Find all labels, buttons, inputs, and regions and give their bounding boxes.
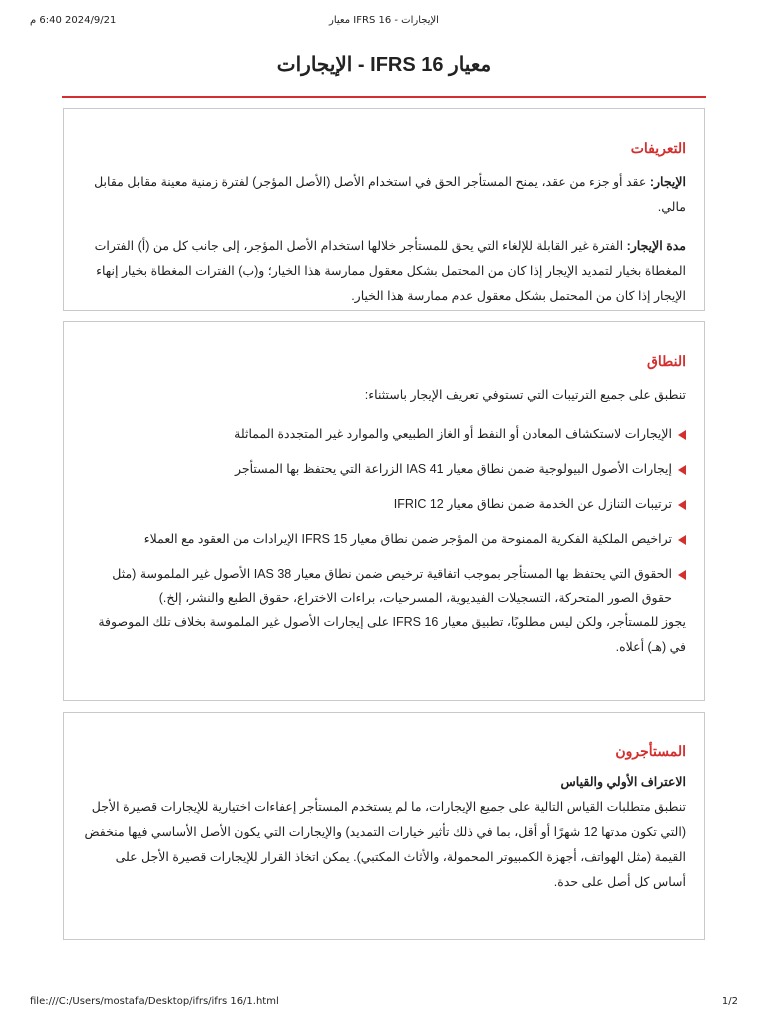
- page-title: معيار IFRS 16 - الإيجارات: [276, 54, 492, 76]
- definitions-card: [63, 108, 705, 311]
- scope-exclusions-list: [82, 422, 686, 610]
- list-item: [82, 457, 686, 481]
- lessees-card: [63, 712, 705, 940]
- list-item: [82, 492, 686, 516]
- print-datetime: 2024/9/21 6:40 م: [30, 15, 117, 26]
- scope-card: [63, 321, 705, 701]
- scope-heading: النطاق: [647, 353, 686, 369]
- print-file-url: file:///C:/Users/mostafa/Desktop/ifrs/ifrs 16/1.html: [30, 996, 279, 1007]
- triangle-bullet-icon: [678, 500, 686, 510]
- scope-note: يجوز للمستأجر، ولكن ليس مطلوبًا، تطبيق معيار IFRS 16 على إيجارات الأصول غير الملموسة بخلاف تلك الموصوفة في (هـ) أعلاه.: [98, 615, 686, 654]
- list-item: [82, 562, 686, 610]
- triangle-bullet-icon: [678, 430, 686, 440]
- title-divider: [62, 96, 706, 98]
- print-header: [30, 15, 738, 29]
- print-page-number: 1/2: [721, 996, 738, 1007]
- lease-term: الإيجار:: [649, 175, 686, 189]
- lessees-heading: المستأجرون: [615, 743, 686, 759]
- lease-period-definition-text: الفترة غير القابلة للإلغاء التي يحق للمستأجر خلالها استخدام الأصل المؤجر، إلى جانب كل من (أ) الفترات المغطاة بخيار لتمديد الإيجار إذا كان من المحتمل بشكل معقول ممارسة هذا الخيار؛ و(ب) الفترات المغطاة بخيار إنهاء الإيجار إذا كان من المحتمل بشكل معقول عدم ممارسة هذا الخيار.: [94, 239, 686, 303]
- list-item: [82, 422, 686, 446]
- recognition-subheading: الاعتراف الأولي والقياس: [560, 775, 686, 789]
- triangle-bullet-icon: [678, 535, 686, 545]
- triangle-bullet-icon: [678, 465, 686, 475]
- lease-period-definition: [82, 234, 686, 309]
- exclusion-text: إيجارات الأصول البيولوجية ضمن نطاق معيار IAS 41 الزراعة التي يحتفظ بها المستأجر: [234, 462, 672, 476]
- triangle-bullet-icon: [678, 570, 686, 580]
- definitions-heading: التعريفات: [630, 140, 686, 156]
- print-document-title: الإيجارات - IFRS 16 معيار: [329, 15, 439, 26]
- lease-definition-text: عقد أو جزء من عقد، يمنح المستأجر الحق في استخدام الأصل (الأصل المؤجر) لفترة زمنية معينة مقابل مقابل مالي.: [94, 175, 686, 214]
- lessees-text: تنطبق متطلبات القياس التالية على جميع الإيجارات، ما لم يستخدم المستأجر إعفاءات اختيارية للإيجارات قصيرة الأجل (التي تكون مدتها 12 شهرًا أو أقل، بما في ذلك تأثير خيارات التمديد) والإيجارات التي يكون الأصل الأساسي فيها منخفض القيمة (مثل الهواتف، أجهزة الكمبيوتر المحمولة، والأثاث المكتبي). يمكن اتخاذ القرار للإيجارات قصيرة الأجل على أساس كل أصل على حدة.: [84, 800, 686, 889]
- lease-definition: [82, 170, 686, 220]
- exclusion-text: الحقوق التي يحتفظ بها المستأجر بموجب اتفاقية ترخيص ضمن نطاق معيار IAS 38 الأصول غير الملموسة (مثل حقوق الصور المتحركة، التسجيلات الفيديوية، المسرحيات، براءات الاختراع، حقوق الطبع والنشر، إلخ.): [112, 567, 672, 605]
- exclusion-text: تراخيص الملكية الفكرية الممنوحة من المؤجر ضمن نطاق معيار IFRS 15 الإيرادات من العقود مع العملاء: [143, 532, 672, 546]
- exclusion-text: الإيجارات لاستكشاف المعادن أو النفط أو الغاز الطبيعي والموارد غير المتجددة المماثلة: [234, 427, 672, 441]
- exclusion-text: ترتيبات التنازل عن الخدمة ضمن نطاق معيار IFRIC 12: [393, 497, 672, 511]
- list-item: [82, 527, 686, 551]
- lease-period-term: مدة الإيجار:: [626, 239, 686, 253]
- scope-intro: تنطبق على جميع الترتيبات التي تستوفي تعريف الإيجار باستثناء:: [364, 388, 686, 402]
- print-footer: [30, 996, 738, 1010]
